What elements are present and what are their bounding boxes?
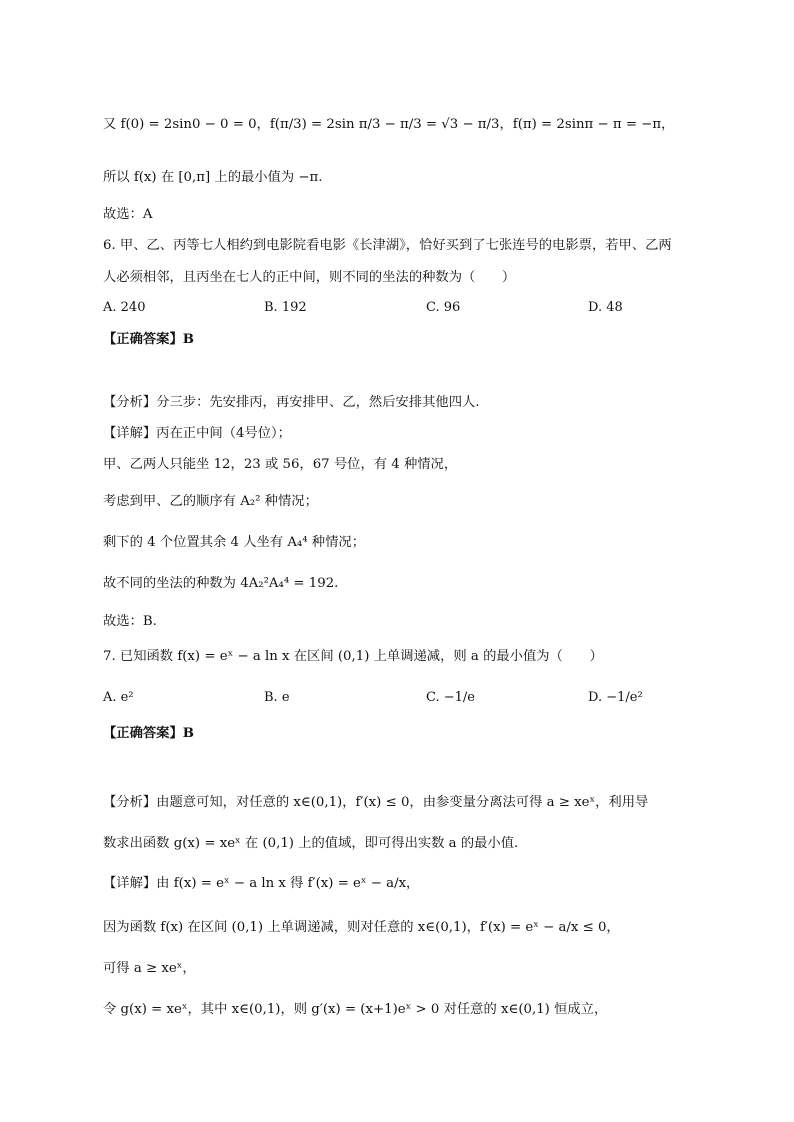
analysis-line-cont: 数求出函数 g(x) = xeˣ 在 (0,1) 上的值域，即可得出实数 a 的最小值. <box>103 836 519 851</box>
text-line: 又 f(0) = 2sin0 − 0 = 0，f(π/3) = 2sin π/3 − π/3 = √3 − π/3，f(π) = 2sinπ − π = −π， <box>103 117 675 132</box>
text-line: 所以 f(x) 在 [0,π] 上的最小值为 −π. <box>103 170 323 185</box>
option-b: B. 192 <box>264 300 307 315</box>
text-line: 可得 a ≥ xeˣ， <box>103 961 196 976</box>
text-line: 考虑到甲、乙的顺序有 A₂² 种情况； <box>103 494 318 509</box>
option-a: A. 240 <box>103 300 146 315</box>
question-7-stem: 7. 已知函数 f(x) = eˣ − a ln x 在区间 (0,1) 上单调递减，则 a 的最小值为（ ） <box>103 649 603 664</box>
answer-label: 【正确答案】B <box>103 726 195 741</box>
text-line: 因为函数 f(x) 在区间 (0,1) 上单调递减，则对任意的 x∈(0,1)，f′(x) = eˣ − a/x ≤ 0， <box>103 920 620 935</box>
option-a: A. e² <box>103 690 134 705</box>
option-b: B. e <box>264 690 290 705</box>
answer-label: 【正确答案】B <box>103 332 195 347</box>
analysis-line: 【分析】分三步：先安排丙，再安排甲、乙，然后安排其他四人. <box>103 395 480 410</box>
option-d: D. −1/e² <box>588 690 643 705</box>
text-line: 故不同的坐法的种数为 4A₂²A₄⁴ = 192. <box>103 576 339 591</box>
text-line: 剩下的 4 个位置其余 4 人坐有 A₄⁴ 种情况； <box>103 535 365 550</box>
option-d: D. 48 <box>588 300 623 315</box>
detail-line: 【详解】由 f(x) = eˣ − a ln x 得 f′(x) = eˣ − a/x， <box>103 876 420 891</box>
text-line: 故选：B. <box>103 614 157 629</box>
detail-line: 【详解】丙在正中间（4号位）； <box>103 426 291 441</box>
option-c: C. −1/e <box>426 690 475 705</box>
text-line: 甲、乙两人只能坐 12，23 或 56，67 号位，有 4 种情况， <box>103 457 458 472</box>
text-line: 令 g(x) = xeˣ，其中 x∈(0,1)，则 g′(x) = (x+1)eˣ > 0 对任意的 x∈(0,1) 恒成立， <box>103 1002 608 1017</box>
option-c: C. 96 <box>426 300 461 315</box>
text-line: 故选：A <box>103 207 153 222</box>
question-6-stem-cont: 人必须相邻，且丙坐在七人的正中间，则不同的坐法的种数为（ ） <box>103 270 516 285</box>
analysis-line: 【分析】由题意可知，对任意的 x∈(0,1)，f′(x) ≤ 0，由参变量分离法可得 a ≥ xeˣ，利用导 <box>103 795 649 810</box>
question-6-stem: 6. 甲、乙、丙等七人相约到电影院看电影《长津湖》，恰好买到了七张连号的电影票，若甲、乙两 <box>103 238 672 253</box>
